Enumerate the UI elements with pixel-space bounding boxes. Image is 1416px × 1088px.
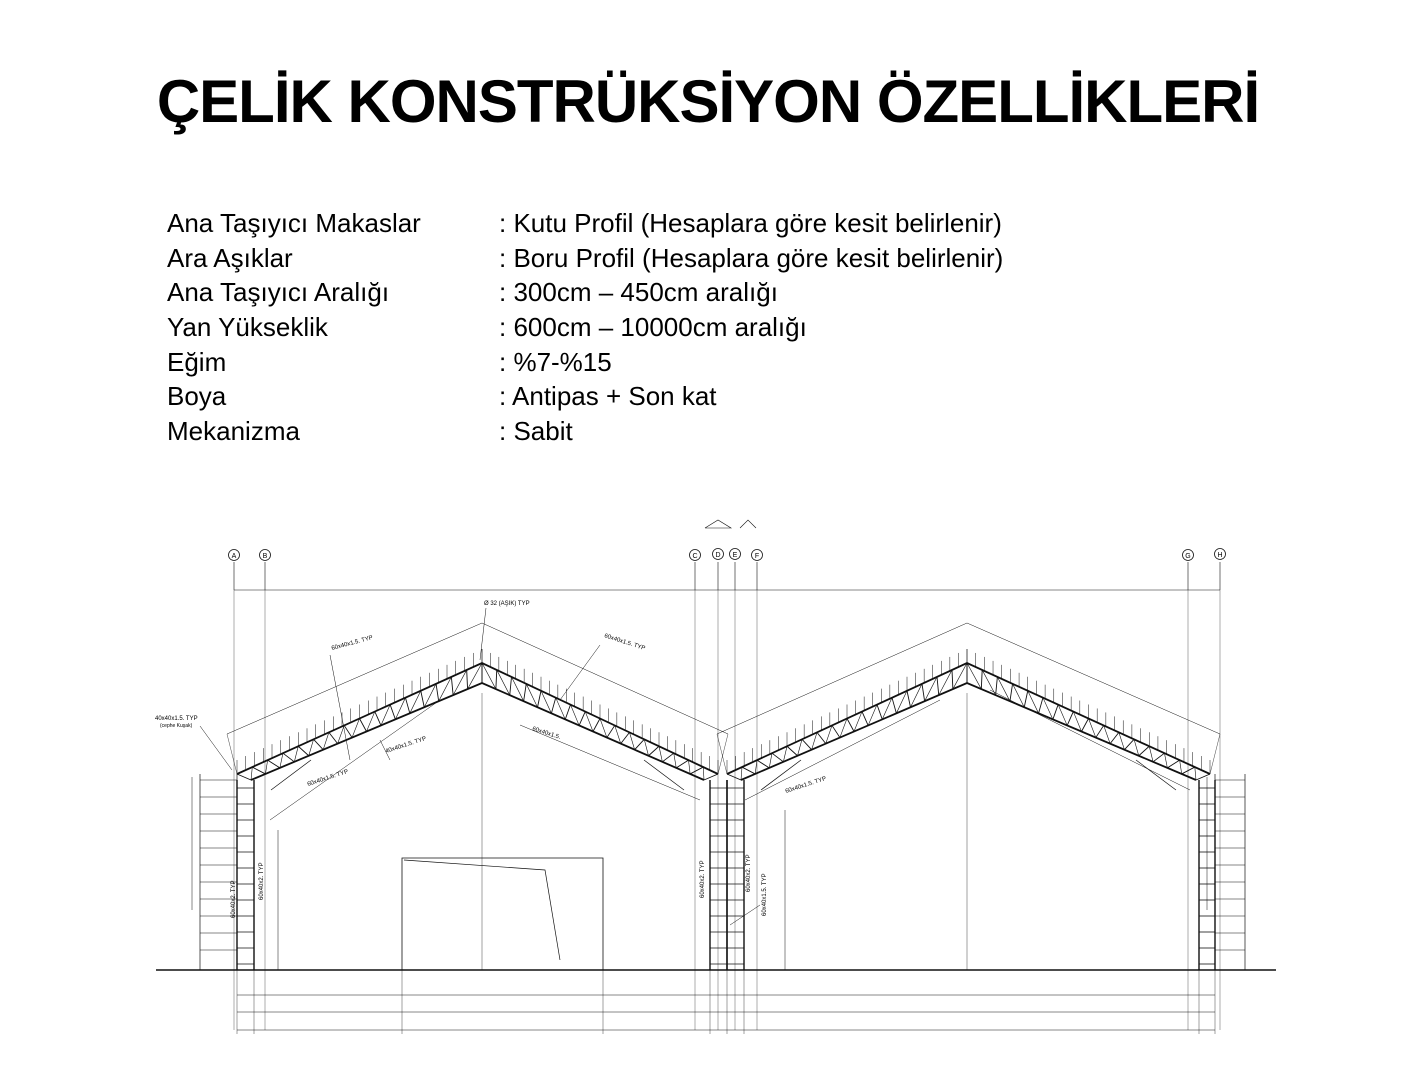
- spec-label: Boya: [167, 381, 227, 412]
- roof-right-note: 60x40x1.5. TYP: [603, 633, 646, 653]
- axis-label: E: [732, 552, 738, 559]
- axis-marker-c: [690, 550, 701, 561]
- column-c1-note: 60x40x2. TYP: [700, 860, 706, 898]
- spec-value: : Antipas + Son kat: [499, 381, 717, 412]
- axis-label: A: [231, 553, 237, 560]
- axis-marker-d: [713, 549, 724, 560]
- brace-left-note: 40x40x1.5. TYP: [384, 736, 428, 755]
- grid-axes: [229, 549, 1226, 561]
- spec-value: : 600cm – 10000cm aralığı: [499, 312, 807, 343]
- axis-marker-f: [752, 550, 763, 561]
- facade-sub-note: (cephe Kuşak): [160, 723, 193, 729]
- axis-label: D: [715, 552, 721, 559]
- axis-marker-h: [1215, 549, 1226, 560]
- axis-marker-b: [260, 550, 271, 561]
- axis-marker-g: [1183, 550, 1194, 561]
- mid-web-note: 60x40x1.5.: [531, 726, 562, 741]
- spec-label: Ana Taşıyıcı Makaslar: [167, 208, 421, 238]
- lower-chord-right-note: 60x40x1.5. TYP: [784, 776, 828, 795]
- purlin-note: Ø 32 (AŞIK) TYP: [484, 601, 530, 607]
- axis-label: C: [692, 553, 698, 560]
- spec-value: : %7-%15: [499, 346, 612, 377]
- column-a1-note: 60x40x2. TYP: [231, 880, 237, 918]
- spec-label: Eğim: [167, 346, 227, 377]
- axis-label: B: [262, 553, 268, 560]
- spec-label: Ana Taşıyıcı Aralığı: [167, 277, 390, 308]
- lower-chord-left-note: 60x40x1.5. TYP: [306, 769, 350, 788]
- spec-value: : Sabit: [499, 416, 573, 447]
- spec-value: : Kutu Profil (Hesaplara göre kesit belirlenir): [499, 208, 1002, 238]
- axis-label: F: [754, 553, 760, 560]
- spec-label: Ara Aşıklar: [167, 242, 293, 273]
- column-c3-note: 60x40x1.5. TYP: [762, 873, 768, 916]
- axis-label: G: [1185, 553, 1191, 560]
- axis-label: H: [1217, 552, 1223, 559]
- column-c2-note: 60x40x2. TYP: [746, 854, 752, 892]
- axis-marker-e: [730, 549, 741, 560]
- axis-marker-a: [229, 550, 240, 561]
- roof-left-note: 60x40x1.5. TYP: [330, 635, 374, 652]
- facade-note: 40x40x1.5. TYP: [155, 716, 198, 722]
- spec-label: Mekanizma: [167, 416, 300, 447]
- spec-value: : Boru Profil (Hesaplara göre kesit belirlenir): [499, 242, 1004, 273]
- page-title: ÇELİK KONSTRÜKSİYON ÖZELLİKLERİ: [156, 68, 1260, 135]
- spec-label: Yan Yükseklik: [167, 312, 328, 343]
- spec-value: : 300cm – 450cm aralığı: [499, 277, 778, 308]
- column-a2-note: 60x40x2. TYP: [259, 862, 265, 900]
